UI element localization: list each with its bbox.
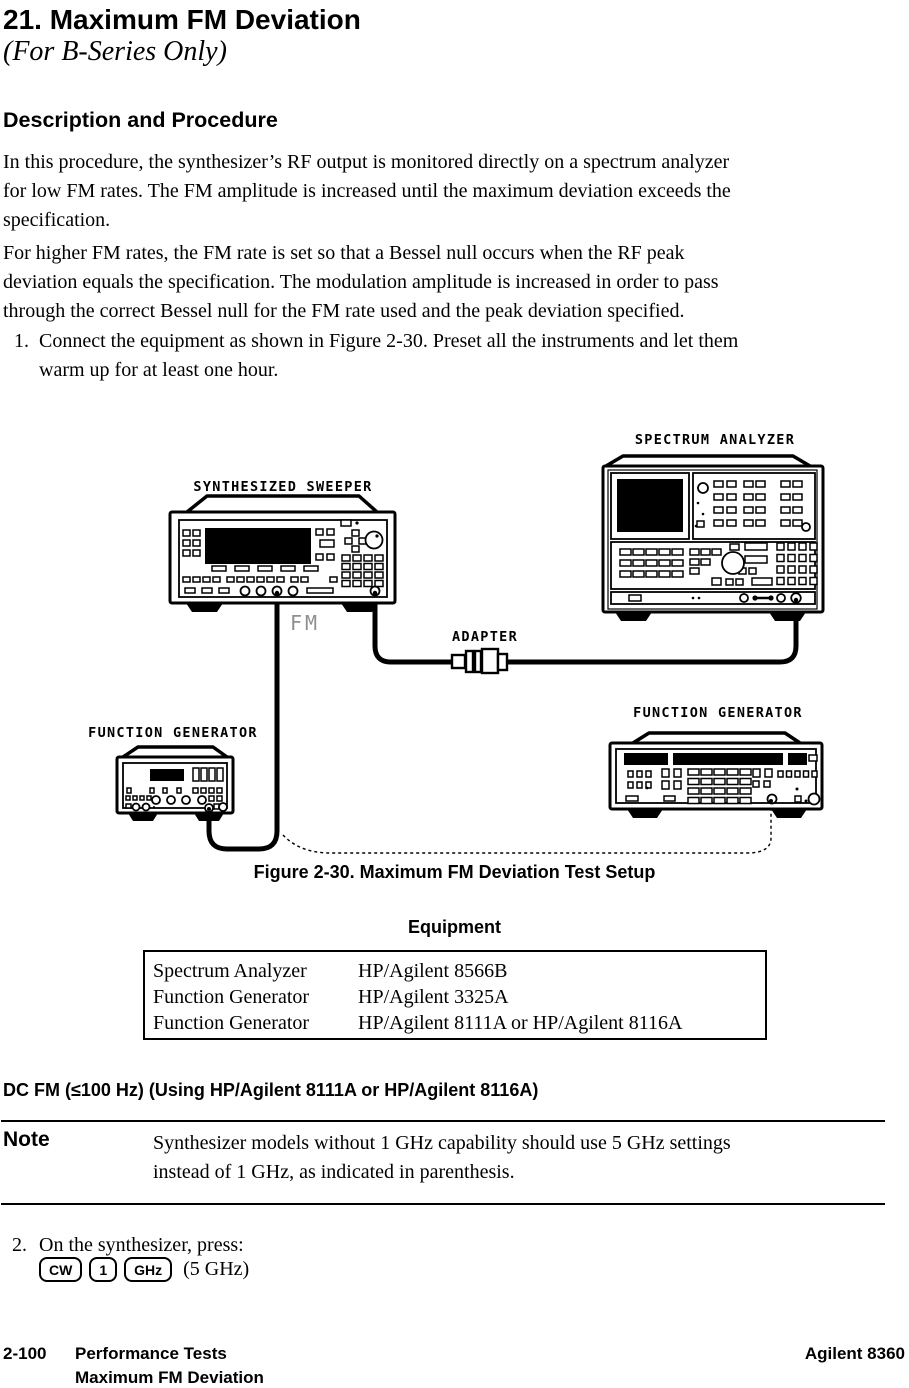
paragraph-line: for low FM rates. The FM amplitude is increased until the maximum deviation exceeds the xyxy=(3,180,731,202)
step-1-number: 1. xyxy=(14,330,29,352)
note-line: instead of 1 GHz, as indicated in parenthesis. xyxy=(153,1161,515,1183)
dcfm-heading: DC FM (≤100 Hz) (Using HP/Agilent 8111A or HP/Agilent 8116A) xyxy=(3,1080,539,1100)
key-suffix: (5 GHz) xyxy=(183,1258,250,1280)
function-generator-right xyxy=(610,733,822,818)
step-1-text xyxy=(39,327,738,385)
paragraph-line: through the correct Bessel null for the FM rate used and the peak deviation specified. xyxy=(3,300,685,322)
paragraph-2 xyxy=(3,239,719,326)
table-row xyxy=(145,984,765,1010)
sweeper-label: SYNTHESIZED SWEEPER xyxy=(193,479,373,495)
note-rule-bottom xyxy=(1,1203,885,1205)
analyzer-label: SPECTRUM ANALYZER xyxy=(634,432,796,448)
fm-port-label: FM xyxy=(289,611,321,635)
note-text xyxy=(153,1129,731,1187)
cell-model: HP/Agilent 8566B xyxy=(358,960,508,982)
step-2-text: On the synthesizer, press: xyxy=(39,1234,244,1256)
cell-model: HP/Agilent 8111A or HP/Agilent 8116A xyxy=(358,1012,683,1034)
step-line: Connect the equipment as shown in Figure 2-30. Preset all the instruments and let them xyxy=(39,330,739,352)
note-line: Synthesizer models without 1 GHz capability should use 5 GHz settings xyxy=(153,1132,731,1154)
note-rule-top xyxy=(1,1120,885,1122)
figure-2-30-diagram xyxy=(0,420,909,860)
note-label: Note xyxy=(3,1128,50,1151)
adapter-label: ADAPTER xyxy=(452,629,518,645)
figure-caption: Figure 2-30. Maximum FM Deviation Test Setup xyxy=(253,862,656,882)
paragraph-1 xyxy=(3,148,731,235)
function-generator-left xyxy=(117,747,233,821)
equipment-table xyxy=(143,950,767,1040)
equipment-title: Equipment xyxy=(408,917,501,937)
section-heading: Description and Procedure xyxy=(3,108,278,132)
keycap-1: 1 xyxy=(89,1257,117,1282)
keycap-cw: CW xyxy=(39,1257,82,1282)
page-subtitle: (For B-Series Only) xyxy=(3,36,227,67)
footer-subsection: Maximum FM Deviation xyxy=(75,1368,264,1387)
keycap-ghz: GHz xyxy=(124,1257,172,1282)
step-2-keys xyxy=(39,1257,249,1282)
step-line: warm up for at least one hour. xyxy=(39,359,279,381)
paragraph-line: In this procedure, the synthesizer’s RF output is monitored directly on a spectrum analyzer xyxy=(3,151,730,173)
page-title: 21. Maximum FM Deviation xyxy=(3,4,361,35)
paragraph-line: specification. xyxy=(3,209,111,231)
function-generator-right-label: FUNCTION GENERATOR xyxy=(633,705,803,721)
paragraph-line: deviation equals the specification. The modulation amplitude is increased in order to pass xyxy=(3,271,719,293)
cell-item: Function Generator xyxy=(153,1012,310,1034)
spectrum-analyzer xyxy=(603,456,823,621)
adapter xyxy=(452,649,507,673)
step-2-number: 2. xyxy=(12,1234,27,1256)
footer-right: Agilent 8360 xyxy=(804,1344,905,1363)
cell-item: Function Generator xyxy=(153,986,310,1008)
cell-model: HP/Agilent 3325A xyxy=(358,986,509,1008)
footer-page-number: 2-100 xyxy=(3,1344,47,1363)
cell-item: Spectrum Analyzer xyxy=(153,960,307,982)
table-row xyxy=(145,1010,765,1036)
footer-section: Performance Tests xyxy=(75,1344,227,1363)
function-generator-left-label: FUNCTION GENERATOR xyxy=(88,725,258,741)
synthesized-sweeper xyxy=(170,496,395,612)
table-row xyxy=(145,958,765,984)
paragraph-line: For higher FM rates, the FM rate is set so that a Bessel null occurs when the RF peak xyxy=(3,242,685,264)
